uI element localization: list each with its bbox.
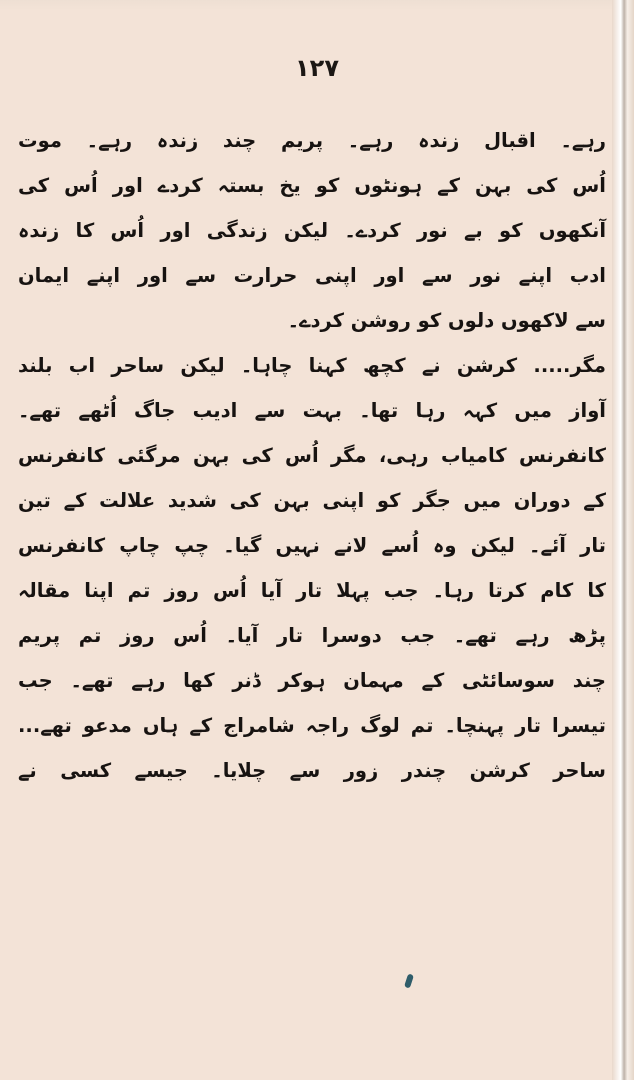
body-text — [18, 118, 606, 793]
text-line-5: سے لاکھوں دلوں کو روشن کردے۔ — [287, 309, 606, 332]
page-top-edge — [0, 0, 634, 10]
text-line-10: تار آئے۔ لیکن وہ اُسے لانے نہیں گیا۔ چپ چاپ کانفرنس — [18, 534, 606, 557]
text-line-14: تیسرا تار پہنچا۔ تم لوگ راجہ شامراج کے ہاں مدعو تھے... — [18, 714, 606, 737]
text-line-4: ادب اپنے نور سے اور اپنی حرارت سے اور اپنے ایمان — [18, 264, 606, 287]
ink-spot-mark — [404, 973, 414, 988]
text-line-3: آنکھوں کو بے نور کردے۔ لیکن زندگی اور اُس کا زندہ — [18, 219, 606, 242]
text-line-8: کانفرنس کامیاب رہی، مگر اُس کی بہن مرگئی کانفرنس — [18, 444, 606, 467]
text-line-13: چند سوسائٹی کے مہمان ہوکر ڈنر کھا رہے تھے۔ جب — [18, 669, 606, 692]
text-line-6: مگر..... کرشن نے کچھ کہنا چاہا۔ لیکن ساحر اب بلند — [18, 354, 606, 377]
text-line-1: رہے۔ اقبال زندہ رہے۔ پریم چند زندہ رہے۔ موت — [18, 129, 606, 152]
text-line-2: اُس کی بہن کے ہونٹوں کو یخ بستہ کردے اور اُس کی — [18, 174, 606, 197]
text-line-7: آواز میں کہہ رہا تھا۔ بہت سے ادیب جاگ اُٹھے تھے۔ — [18, 399, 606, 422]
text-line-12: پڑھ رہے تھے۔ جب دوسرا تار آیا۔ اُس روز تم پریم — [18, 624, 606, 647]
text-line-15: ساحر کرشن چندر زور سے چلایا۔ جیسے کسی نے — [18, 759, 606, 782]
page-number: ۱۲۷ — [295, 54, 339, 82]
page-binding-edge — [612, 0, 634, 1080]
text-line-9: کے دوران میں جگر کو اپنی بہن کی شدید علالت کے تین — [18, 489, 606, 512]
text-line-11: کا کام کرتا رہا۔ جب پہلا تار آیا اُس روز تم اپنا مقالہ — [18, 579, 606, 602]
